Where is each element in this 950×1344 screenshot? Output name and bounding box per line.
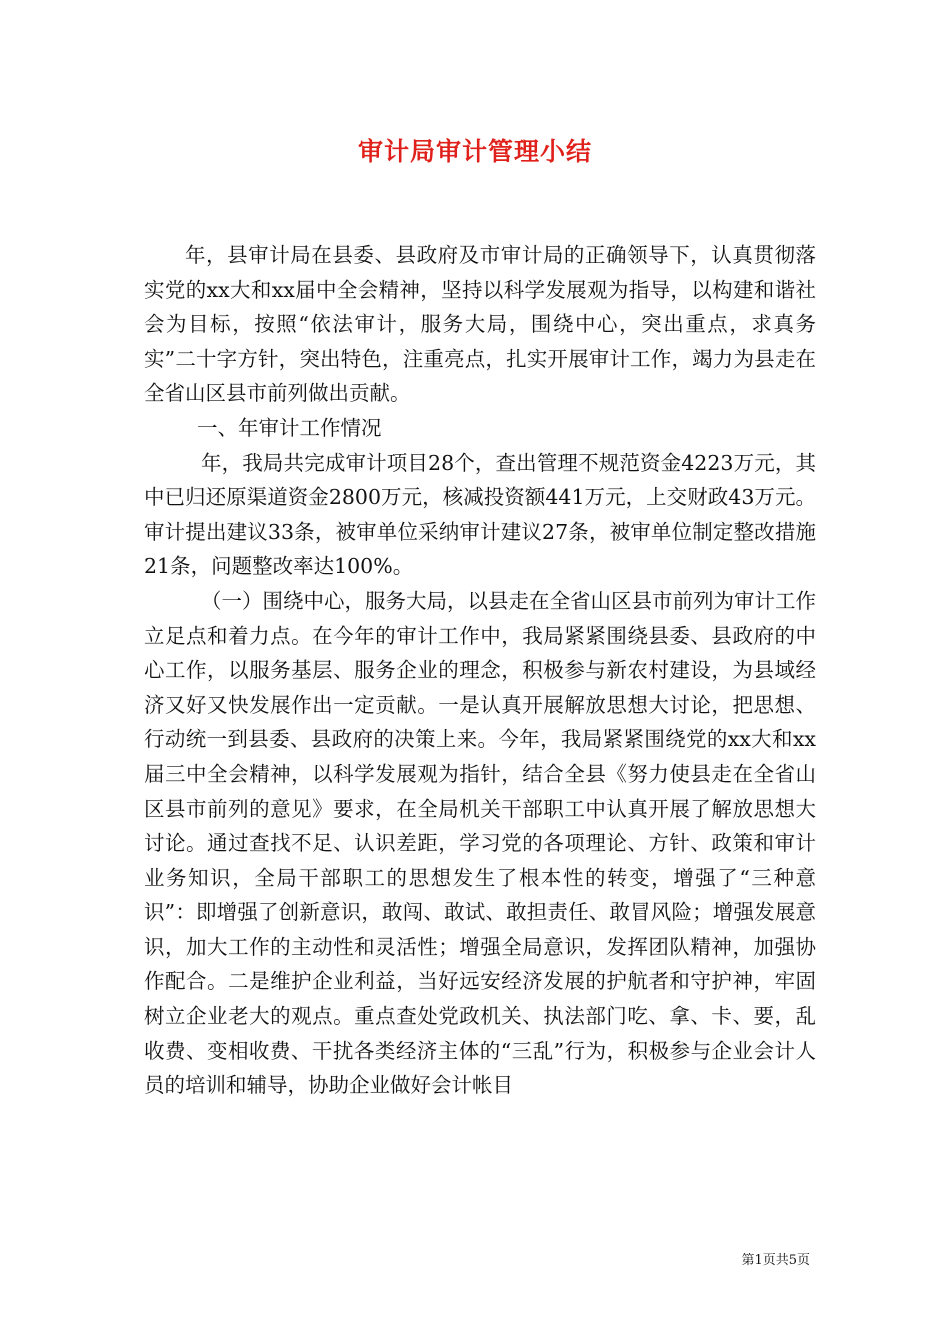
paragraph-stats: 年，我局共完成审计项目28个，查出管理不规范资金4223万元，其中已归还原渠道资金2800万元，核减投资额441万元，上交财政43万元。审计提出建议33条，被审单位采纳审计建议27条，被审单位制定整改措施21条，问题整改率达100%。 (144, 450, 816, 579)
paragraph-intro: 年，县审计局在县委、县政府及市审计局的正确领导下，认真贯彻落实党的xx大和xx届中全会精神，坚持以科学发展观为指导，以构建和谐社会为目标，按照“依法审计，服务大局，围绕中心，突出重点，求真务实”二十字方针，突出特色，注重亮点，扎实开展审计工作，竭力为县走在全省山区县市前列做出贡献。 (144, 243, 816, 406)
document-body (144, 238, 816, 1103)
section-heading: 一、年审计工作情况 (197, 415, 382, 440)
page-title: 审计局审计管理小结 (357, 137, 592, 166)
page-number: 第1页共5页 (741, 1253, 810, 1268)
paragraph-section-1: （一）围绕中心，服务大局，以县走在全省山区县市前列为审计工作立足点和着力点。在今年的审计工作中，我局紧紧围绕县委、县政府的中心工作，以服务基层、服务企业的理念，积极参与新农村建设，为县域经济又好又快发展作出一定贡献。一是认真开展解放思想大讨论，把思想、行动统一到县委、县政府的决策上来。今年，我局紧紧围绕党的xx大和xx届三中全会精神，以科学发展观为指针，结合全县《努力使县走在全省山区县市前列的意见》要求，在全局机关干部职工中认真开展了解放思想大讨论。通过查找不足、认识差距，学习党的各项理论、方针、政策和审计业务知识，全局干部职工的思想发生了根本性的转变，增强了“三种意识”：即增强了创新意识，敢闯、敢试、敢担责任、敢冒风险；增强发展意识，加大工作的主动性和灵活性；增强全局意识，发挥团队精神，加强协作配合。二是维护企业利益，当好远安经济发展的护航者和守护神，牢固树立企业老大的观点。重点查处党政机关、执法部门吃、拿、卡、要，乱收费、变相收费、干扰各类经济主体的“三乱”行为，积极参与企业会计人员的培训和辅导，协助企业做好会计帐目 (144, 588, 816, 1098)
